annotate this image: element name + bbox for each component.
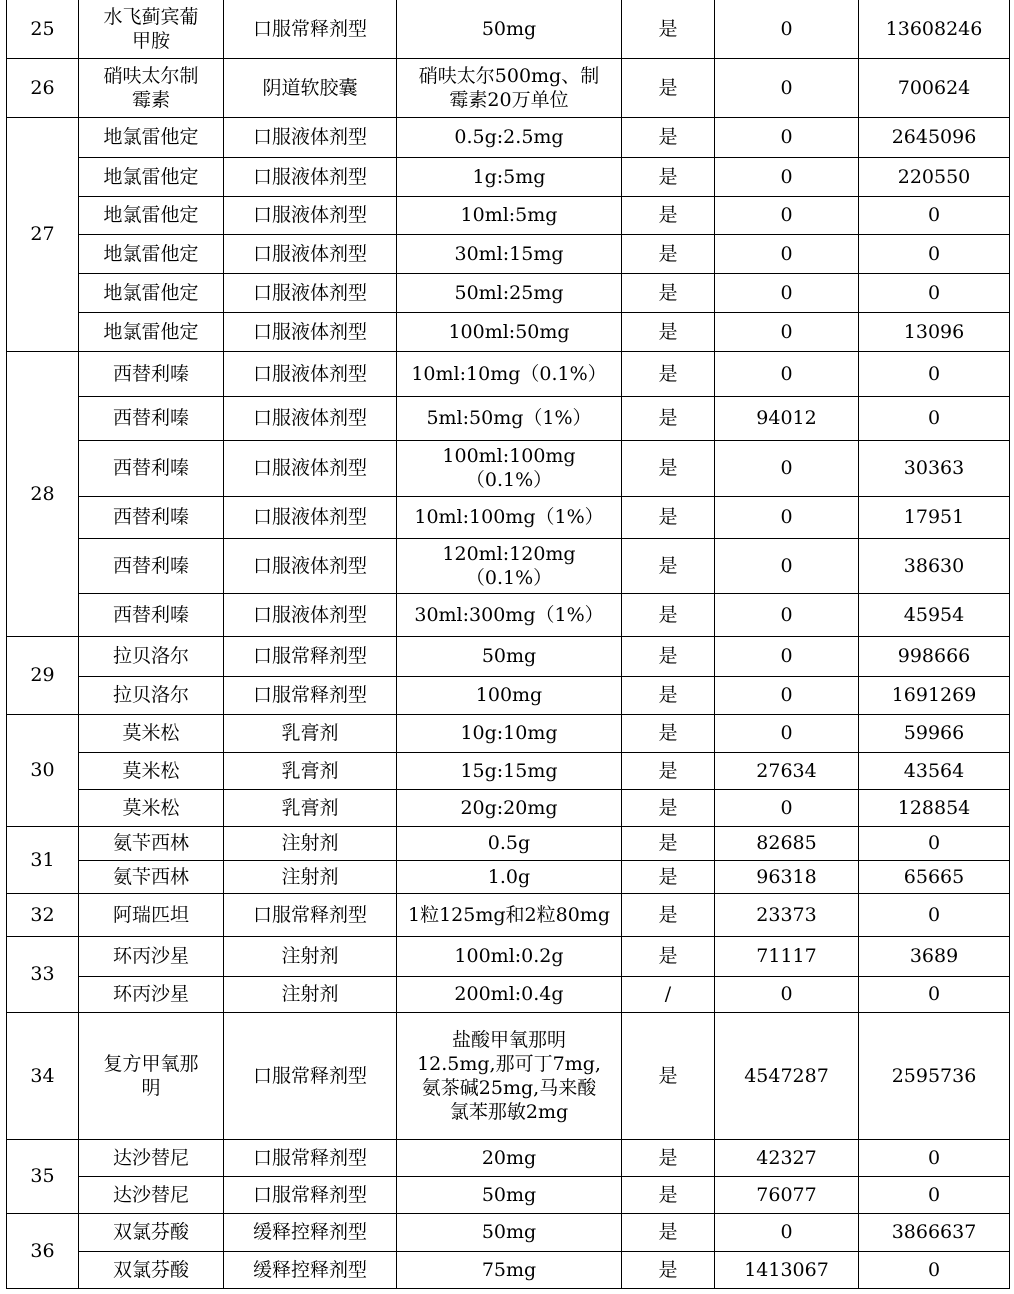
dosage-form-cell: 缓释控释剂型 [224, 1213, 397, 1251]
table-row [7, 496, 1010, 538]
drug-name-cell: 地氯雷他定 [79, 312, 224, 351]
specification-cell: 100ml:100mg （0.1%） [397, 440, 622, 496]
drug-name-cell: 西替利嗪 [79, 593, 224, 636]
table-row [7, 593, 1010, 636]
dosage-form-cell: 口服液体剂型 [224, 196, 397, 234]
value-a-cell: 0 [715, 157, 859, 196]
table-row [7, 1012, 1010, 1139]
flag-cell: 是 [622, 351, 715, 396]
flag-cell: 是 [622, 1251, 715, 1288]
value-b-cell: 0 [859, 273, 1010, 312]
dosage-form-cell: 注射剂 [224, 936, 397, 976]
specification-cell: 20mg [397, 1139, 622, 1176]
specification-cell: 50ml:25mg [397, 273, 622, 312]
value-b-cell: 1691269 [859, 676, 1010, 714]
value-b-cell: 0 [859, 826, 1010, 860]
specification-cell: 100ml:50mg [397, 312, 622, 351]
flag-cell: 是 [622, 234, 715, 273]
flag-cell: 是 [622, 396, 715, 440]
value-b-cell: 17951 [859, 496, 1010, 538]
flag-cell: 是 [622, 157, 715, 196]
value-a-cell: 82685 [715, 826, 859, 860]
table-row [7, 1139, 1010, 1176]
dosage-form-cell: 口服常释剂型 [224, 636, 397, 676]
dosage-form-cell: 乳膏剂 [224, 752, 397, 789]
value-a-cell: 0 [715, 312, 859, 351]
row-number-cell: 27 [7, 117, 79, 351]
specification-cell: 15g:15mg [397, 752, 622, 789]
drug-name-cell: 西替利嗪 [79, 496, 224, 538]
value-a-cell: 0 [715, 496, 859, 538]
value-a-cell: 0 [715, 676, 859, 714]
value-a-cell: 27634 [715, 752, 859, 789]
drug-name-cell: 复方甲氧那 明 [79, 1012, 224, 1139]
drug-name-cell: 硝呋太尔制 霉素 [79, 58, 224, 117]
value-b-cell: 30363 [859, 440, 1010, 496]
row-number-cell: 33 [7, 936, 79, 1012]
value-a-cell: 76077 [715, 1176, 859, 1213]
dosage-form-cell: 口服液体剂型 [224, 234, 397, 273]
value-b-cell: 65665 [859, 860, 1010, 893]
drug-name-cell: 环丙沙星 [79, 936, 224, 976]
row-number-cell: 35 [7, 1139, 79, 1213]
drug-name-cell: 地氯雷他定 [79, 234, 224, 273]
dosage-form-cell: 口服液体剂型 [224, 440, 397, 496]
table-row [7, 1251, 1010, 1288]
table-row [7, 117, 1010, 157]
drug-table [6, 0, 1010, 1289]
value-a-cell: 42327 [715, 1139, 859, 1176]
specification-cell: 盐酸甲氧那明 12.5mg,那可丁7mg, 氨茶碱25mg,马来酸 氯苯那敏2mg [397, 1012, 622, 1139]
table-row [7, 58, 1010, 117]
table-row [7, 157, 1010, 196]
row-number-cell: 31 [7, 826, 79, 893]
value-a-cell: 0 [715, 976, 859, 1012]
drug-name-cell: 西替利嗪 [79, 351, 224, 396]
value-b-cell: 38630 [859, 538, 1010, 593]
drug-name-cell: 地氯雷他定 [79, 273, 224, 312]
dosage-form-cell: 口服常释剂型 [224, 893, 397, 936]
value-a-cell: 0 [715, 440, 859, 496]
table-row [7, 1213, 1010, 1251]
table-row [7, 714, 1010, 752]
specification-cell: 硝呋太尔500mg、制 霉素20万单位 [397, 58, 622, 117]
flag-cell: 是 [622, 676, 715, 714]
dosage-form-cell: 口服液体剂型 [224, 351, 397, 396]
value-b-cell: 43564 [859, 752, 1010, 789]
drug-name-cell: 地氯雷他定 [79, 157, 224, 196]
dosage-form-cell: 注射剂 [224, 826, 397, 860]
flag-cell: 是 [622, 789, 715, 826]
dosage-form-cell: 口服常释剂型 [224, 1139, 397, 1176]
drug-name-cell: 莫米松 [79, 752, 224, 789]
row-number-cell: 28 [7, 351, 79, 636]
flag-cell: 是 [622, 0, 715, 58]
table-row [7, 538, 1010, 593]
value-b-cell: 0 [859, 234, 1010, 273]
value-b-cell: 0 [859, 976, 1010, 1012]
dosage-form-cell: 口服液体剂型 [224, 157, 397, 196]
dosage-form-cell: 口服液体剂型 [224, 312, 397, 351]
dosage-form-cell: 口服液体剂型 [224, 496, 397, 538]
specification-cell: 30ml:300mg（1%） [397, 593, 622, 636]
value-a-cell: 4547287 [715, 1012, 859, 1139]
drug-name-cell: 双氯芬酸 [79, 1251, 224, 1288]
value-a-cell: 23373 [715, 893, 859, 936]
row-number-cell: 30 [7, 714, 79, 826]
drug-name-cell: 西替利嗪 [79, 440, 224, 496]
drug-name-cell: 氨苄西林 [79, 860, 224, 893]
dosage-form-cell: 注射剂 [224, 976, 397, 1012]
specification-cell: 0.5g:2.5mg [397, 117, 622, 157]
flag-cell: 是 [622, 714, 715, 752]
flag-cell: 是 [622, 1012, 715, 1139]
table-row [7, 936, 1010, 976]
drug-name-cell: 西替利嗪 [79, 396, 224, 440]
specification-cell: 0.5g [397, 826, 622, 860]
dosage-form-cell: 口服液体剂型 [224, 538, 397, 593]
dosage-form-cell: 乳膏剂 [224, 714, 397, 752]
value-a-cell: 1413067 [715, 1251, 859, 1288]
value-a-cell: 0 [715, 351, 859, 396]
table-row [7, 752, 1010, 789]
specification-cell: 1.0g [397, 860, 622, 893]
dosage-form-cell: 口服常释剂型 [224, 0, 397, 58]
drug-name-cell: 地氯雷他定 [79, 117, 224, 157]
value-a-cell: 0 [715, 789, 859, 826]
table-row [7, 676, 1010, 714]
table-row [7, 0, 1010, 58]
specification-cell: 120ml:120mg （0.1%） [397, 538, 622, 593]
value-b-cell: 128854 [859, 789, 1010, 826]
table-row [7, 273, 1010, 312]
flag-cell: 是 [622, 196, 715, 234]
specification-cell: 20g:20mg [397, 789, 622, 826]
value-b-cell: 2645096 [859, 117, 1010, 157]
flag-cell: 是 [622, 312, 715, 351]
value-a-cell: 0 [715, 196, 859, 234]
drug-name-cell: 达沙替尼 [79, 1139, 224, 1176]
drug-name-cell: 西替利嗪 [79, 538, 224, 593]
drug-name-cell: 莫米松 [79, 789, 224, 826]
row-number-cell: 36 [7, 1213, 79, 1288]
flag-cell: 是 [622, 636, 715, 676]
specification-cell: 50mg [397, 1176, 622, 1213]
value-b-cell: 0 [859, 1139, 1010, 1176]
specification-cell: 100ml:0.2g [397, 936, 622, 976]
flag-cell: 是 [622, 58, 715, 117]
table-row [7, 396, 1010, 440]
flag-cell: / [622, 976, 715, 1012]
specification-cell: 10ml:100mg（1%） [397, 496, 622, 538]
table-row [7, 860, 1010, 893]
specification-cell: 200ml:0.4g [397, 976, 622, 1012]
flag-cell: 是 [622, 496, 715, 538]
drug-name-cell: 环丙沙星 [79, 976, 224, 1012]
specification-cell: 1粒125mg和2粒80mg [397, 893, 622, 936]
drug-name-cell: 莫米松 [79, 714, 224, 752]
flag-cell: 是 [622, 1176, 715, 1213]
value-b-cell: 59966 [859, 714, 1010, 752]
value-a-cell: 0 [715, 593, 859, 636]
specification-cell: 5ml:50mg（1%） [397, 396, 622, 440]
dosage-form-cell: 口服液体剂型 [224, 117, 397, 157]
value-b-cell: 220550 [859, 157, 1010, 196]
value-b-cell: 3689 [859, 936, 1010, 976]
value-a-cell: 0 [715, 636, 859, 676]
value-b-cell: 45954 [859, 593, 1010, 636]
row-number-cell: 29 [7, 636, 79, 714]
dosage-form-cell: 口服常释剂型 [224, 1176, 397, 1213]
value-a-cell: 0 [715, 0, 859, 58]
drug-name-cell: 阿瑞匹坦 [79, 893, 224, 936]
specification-cell: 50mg [397, 636, 622, 676]
table-row [7, 312, 1010, 351]
drug-name-cell: 水飞蓟宾葡 甲胺 [79, 0, 224, 58]
dosage-form-cell: 口服液体剂型 [224, 396, 397, 440]
drug-name-cell: 拉贝洛尔 [79, 676, 224, 714]
specification-cell: 50mg [397, 1213, 622, 1251]
value-b-cell: 3866637 [859, 1213, 1010, 1251]
value-b-cell: 13096 [859, 312, 1010, 351]
value-b-cell: 13608246 [859, 0, 1010, 58]
drug-name-cell: 拉贝洛尔 [79, 636, 224, 676]
specification-cell: 10g:10mg [397, 714, 622, 752]
table-row [7, 976, 1010, 1012]
dosage-form-cell: 口服常释剂型 [224, 1012, 397, 1139]
flag-cell: 是 [622, 1139, 715, 1176]
value-b-cell: 998666 [859, 636, 1010, 676]
table-row [7, 351, 1010, 396]
specification-cell: 10ml:10mg（0.1%） [397, 351, 622, 396]
value-a-cell: 0 [715, 117, 859, 157]
table-row [7, 789, 1010, 826]
row-number-cell: 32 [7, 893, 79, 936]
flag-cell: 是 [622, 1213, 715, 1251]
dosage-form-cell: 口服液体剂型 [224, 273, 397, 312]
flag-cell: 是 [622, 826, 715, 860]
dosage-form-cell: 阴道软胶囊 [224, 58, 397, 117]
row-number-cell: 26 [7, 58, 79, 117]
row-number-cell: 25 [7, 0, 79, 58]
dosage-form-cell: 乳膏剂 [224, 789, 397, 826]
value-b-cell: 0 [859, 1251, 1010, 1288]
table-row [7, 893, 1010, 936]
table-row [7, 636, 1010, 676]
flag-cell: 是 [622, 860, 715, 893]
table-row [7, 440, 1010, 496]
flag-cell: 是 [622, 117, 715, 157]
value-b-cell: 0 [859, 1176, 1010, 1213]
flag-cell: 是 [622, 752, 715, 789]
value-a-cell: 71117 [715, 936, 859, 976]
flag-cell: 是 [622, 593, 715, 636]
dosage-form-cell: 缓释控释剂型 [224, 1251, 397, 1288]
flag-cell: 是 [622, 893, 715, 936]
specification-cell: 1g:5mg [397, 157, 622, 196]
flag-cell: 是 [622, 936, 715, 976]
flag-cell: 是 [622, 273, 715, 312]
value-a-cell: 0 [715, 538, 859, 593]
flag-cell: 是 [622, 440, 715, 496]
row-number-cell: 34 [7, 1012, 79, 1139]
value-a-cell: 96318 [715, 860, 859, 893]
value-a-cell: 94012 [715, 396, 859, 440]
specification-cell: 30ml:15mg [397, 234, 622, 273]
value-a-cell: 0 [715, 234, 859, 273]
table-row [7, 196, 1010, 234]
value-b-cell: 700624 [859, 58, 1010, 117]
table-row [7, 826, 1010, 860]
dosage-form-cell: 口服常释剂型 [224, 676, 397, 714]
table-row [7, 234, 1010, 273]
value-a-cell: 0 [715, 1213, 859, 1251]
value-a-cell: 0 [715, 714, 859, 752]
dosage-form-cell: 口服液体剂型 [224, 593, 397, 636]
table-body [7, 0, 1010, 1288]
value-b-cell: 0 [859, 196, 1010, 234]
value-b-cell: 2595736 [859, 1012, 1010, 1139]
specification-cell: 100mg [397, 676, 622, 714]
specification-cell: 50mg [397, 0, 622, 58]
drug-name-cell: 地氯雷他定 [79, 196, 224, 234]
flag-cell: 是 [622, 538, 715, 593]
drug-name-cell: 达沙替尼 [79, 1176, 224, 1213]
drug-name-cell: 双氯芬酸 [79, 1213, 224, 1251]
value-b-cell: 0 [859, 893, 1010, 936]
value-b-cell: 0 [859, 351, 1010, 396]
drug-name-cell: 氨苄西林 [79, 826, 224, 860]
value-a-cell: 0 [715, 273, 859, 312]
value-a-cell: 0 [715, 58, 859, 117]
specification-cell: 10ml:5mg [397, 196, 622, 234]
dosage-form-cell: 注射剂 [224, 860, 397, 893]
table-row [7, 1176, 1010, 1213]
value-b-cell: 0 [859, 396, 1010, 440]
specification-cell: 75mg [397, 1251, 622, 1288]
